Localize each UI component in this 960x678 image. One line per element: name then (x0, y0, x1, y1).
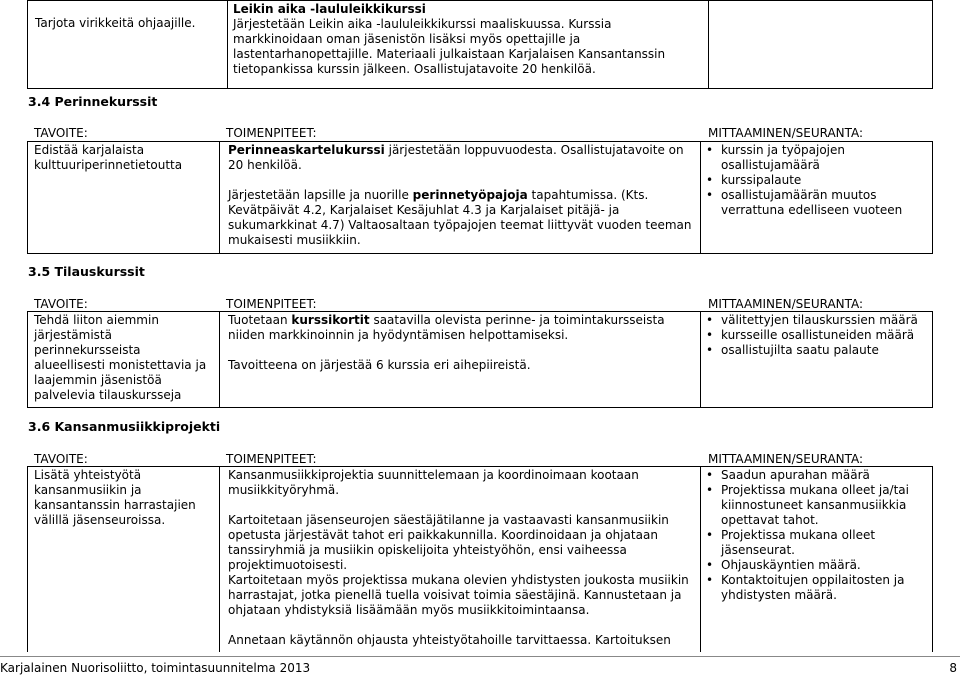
cards-pre: Tuotetaan (228, 313, 292, 327)
header-actions: TOIMENPITEET: (226, 452, 317, 466)
mapping-text: Kartoitetaan jäsenseurojen säestäjätilanne ja vastaavasti kansanmusiikin opetusta järjestävät tahot eri paikkakunnilla. Koordinoidaan ja ohjataan tanssiryhmiä ja musiikin opiskelijoita yhteistyöhön, ensi vaiheessa projektimuotoisesti. (228, 513, 669, 572)
actions-3-6 (228, 468, 696, 648)
goal-3-5: Tehdä liiton aiemmin järjestämistä perinnekursseista alueellisesti monistettavia ja laajemmin jäsenistöä palvelevia tilauskursseja (34, 313, 207, 402)
measure-item: • kursseille osallistuneiden määrä (703, 328, 929, 343)
measures-3-5 (703, 313, 929, 358)
page-number: 8 (949, 661, 957, 675)
header-actions: TOIMENPITEET: (226, 126, 317, 140)
workgroup-text: Kansanmusiikkiprojektia suunnittelemaan ja koordinoimaan kootaan musiikkityöryhmä. (228, 468, 639, 497)
header-goal: TAVOITE: (34, 126, 88, 140)
header-goal: TAVOITE: (34, 452, 88, 466)
measure-item: • Ohjauskäyntien määrä. (703, 558, 929, 573)
measure-item: • kurssin ja työpajojen osallistujamäärä (703, 143, 929, 173)
goal-3-6: Lisätä yhteistyötä kansanmusiikin ja kansantanssin harrastajien välillä jäsenseuroissa. (34, 468, 196, 527)
measure-item: • osallistujamäärän muutos verrattuna edelliseen vuoteen (703, 188, 929, 218)
measure-item: • Saadun apurahan määrä (703, 468, 929, 483)
course-title: Leikin aika -laululeikkikurssi (233, 2, 426, 16)
cards-label: kurssikortit (291, 313, 370, 327)
header-measure: MITTAAMINEN/SEURANTA: (708, 297, 864, 311)
craft-course-text: järjestetään loppuvuodesta. Osallistujatavoite on 20 henkilöä. (228, 143, 684, 172)
measure-item: • kurssipalaute (703, 173, 929, 188)
section-title-3-6: 3.6 Kansanmusiikkiprojekti (28, 419, 221, 434)
measure-item: • osallistujilta saatu palaute (703, 343, 929, 358)
top-row-goal: Tarjota virikkeitä ohjaajille. (35, 16, 196, 30)
measure-item: • Kontaktoitujen oppilaitosten ja yhdistysten määrä. (703, 573, 929, 603)
footer-org: Karjalainen Nuorisoliitto, toimintasuunnitelma 2013 (0, 661, 311, 675)
workshop-pre: Järjestetään lapsille ja nuorille (228, 188, 413, 202)
measures-3-4 (703, 143, 929, 218)
musicians-text: Kartoitetaan myös projektissa mukana olevien yhdistysten joukosta musiikin harrastajat, jotka pienellä tuella voisivat toimia säestäjinä. Kannustetaan ja ohjataan yhdistyksiä lisäämään myös musiikkitoimintaansa. (228, 573, 689, 617)
footer-divider (0, 656, 960, 657)
measure-item: • välitettyjen tilauskurssien määrä (703, 313, 929, 328)
cards-text: saatavilla olevista perinne- ja toimintakursseista niiden markkinoinnin ja hyödyntämisen helpottamiseksi. (228, 313, 665, 342)
header-measure: MITTAAMINEN/SEURANTA: (708, 126, 864, 140)
section-title-3-4: 3.4 Perinnekurssit (28, 94, 158, 109)
header-goal: TAVOITE: (34, 297, 88, 311)
measure-item: • Projektissa mukana olleet ja/tai kiinnostuneet kansanmusiikkia opettavat tahot. (703, 483, 929, 528)
actions-3-4 (228, 143, 694, 248)
top-row-action (233, 2, 703, 77)
guidance-text: Annetaan käytännön ohjausta yhteistyötahoille tarvittaessa. Kartoituksen (228, 633, 671, 647)
goal-3-4: Edistää karjalaista kulttuuriperinnetietoutta (34, 143, 183, 172)
header-measure: MITTAAMINEN/SEURANTA: (708, 452, 864, 466)
courses-goal-text: Tavoitteena on järjestää 6 kurssia eri aihepiireistä. (228, 358, 531, 372)
craft-course-label: Perinneaskartelukurssi (228, 143, 385, 157)
course-description: Järjestetään Leikin aika -laululeikkikurssi maaliskuussa. Kurssia markkinoidaan oman jäsenistön lisäksi myös opettajille ja lastentarhanopettajille. Materiaali julkaistaan Karjalaisen Kansantanssin tietopankissa kurssin jälkeen. Osallistujatavoite 20 henkilöä. (233, 17, 666, 76)
measure-item: • Projektissa mukana olleet jäsenseurat. (703, 528, 929, 558)
header-actions: TOIMENPITEET: (226, 297, 317, 311)
actions-3-5 (228, 313, 696, 373)
workshop-text: tapahtumissa. (Kts. Kevätpäivät 4.2, Karjalaiset Kesäjuhlat 4.3 ja Karjalaiset pitäjä- ja sukumarkkinat 4.7) Valtaosaltaan työpajojen teemat liittyvät vuoden teeman mukaisesti musiikkiin. (228, 188, 692, 247)
workshop-label: perinnetyöpajoja (412, 188, 528, 202)
measures-3-6 (703, 468, 929, 603)
section-title-3-5: 3.5 Tilauskurssit (28, 264, 145, 279)
